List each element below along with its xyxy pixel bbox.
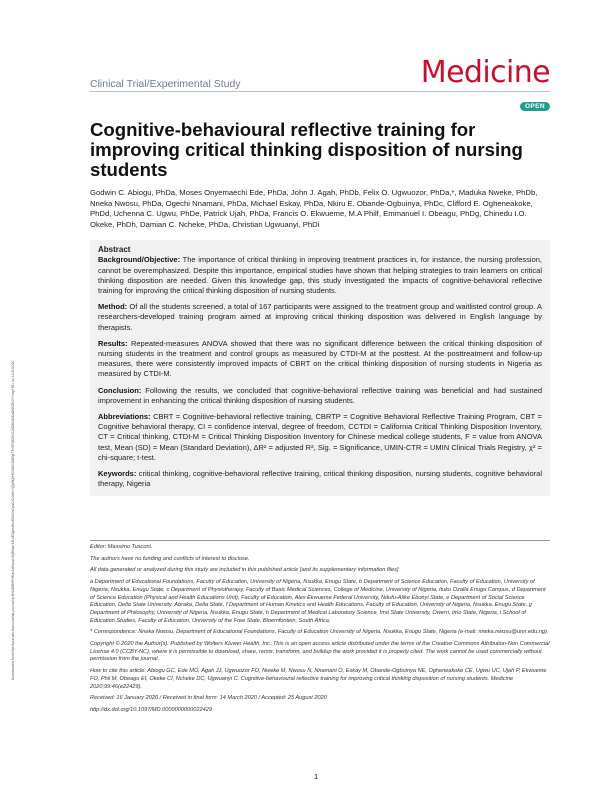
editor-note: Editor: Massimo Tusconi. — [90, 544, 153, 550]
abstract-box — [90, 240, 550, 496]
abstract-method — [98, 302, 542, 333]
abstract-results — [98, 339, 542, 380]
author-list: Godwin C. Abiogu, PhDa, Moses Onyemaechi Ede, PhDa, John J. Agah, PhDb, Felix O. Ugwuozor, PhDa,*, Maduka Nweke, PhDb, Nneka Nwosu, PhDa, Ogechi Nnamani, PhDa, Michael Eskay, PhDa, Nkiru E. Obande-Ogbuinya, PhDc, Clifford E. Ogheneakoke, PhDd, Uchenna C. Ugwu, PhDe, Patrick Ujah, PhDa, Francis O. Ekwueme, M.A Philf, Emmanuel I. Obeagu, PhDg, Chinedu I.O. Okeke, PhDh, Damian C. Ncheke, PhDa, Christian Ugwuanyi, PhDi — [90, 188, 538, 229]
copyright-note: Copyright © 2020 the Author(s). Published by Wolters Kluwer Health, Inc. This is an open access article distributed under the terms of the Creative Commons Attribution-Non Commercial License 4.0 (CCBY-NC), where it is permissible to download, share, remix, transform, and buildup the work provided it is properly cited. The work cannot be used commercially without permission from the journal. — [90, 641, 550, 663]
section-text: Of all the students screened, a total of 167 participants were assigned to the treatment group and waitlisted control group. A researchers-developed training program aimed at improving critical thinking disposition was delivered in English language by therapists. — [98, 302, 542, 332]
affiliations-note: a Department of Educational Foundations, Faculty of Education, University of Nigeria, Nsukka, Enugu State, b Department of Science Education, Faculty of Education, University of Nigeria, Nsukka, Enugu State, c Department of Physiotherapy, Faculty of Basic Medical Sciences, College of Medicine, University of Nigeria, Ituku Ozalla Enugu Campus, d Department of Science Education (Physical and Health Educations Unit), Faculty of Education, Alex Ekwueme Federal University, Ndufu-Alike Ebonyi State, e Department of Social Science Education, Delta State University, Abraka, Delta State, f Department of Human Kinetics and Health Educations, Faculty of Education, University of Nigeria, Nsukka, Enugu State, g Department of Philosophy, University of Nigeria, Nsukka, Enugu State, h Department of Medical Laboratory Science, Imo State University, Owerri, Imo State, Nigeria, i School of Education Studies, Faculty of Education, University of the Free State, Bloemfontein, South Africa. — [90, 579, 546, 624]
abstract-heading: Abstract — [98, 245, 131, 255]
data-availability-note: All data generated or analyzed during this study are included in this published article [and its supplementary information files] — [90, 567, 399, 574]
section-label: Keywords: — [98, 469, 137, 479]
doi-link[interactable]: http://dx.doi.org/10.1097/MD.0000000000022429 — [90, 706, 212, 713]
abstract-conclusion — [98, 386, 542, 406]
header-divider — [90, 91, 550, 92]
section-label: Method: — [98, 302, 128, 312]
correspondence-note: * Correspondence: Nneka Nwosu, Department of Educational Foundations, Faculty of Education University of Nigeria, Nsukka, Enugu State, Nigeria (e-mail: nneka.nwosu@unn.edu.ng). — [90, 629, 549, 636]
journal-header — [90, 55, 550, 110]
section-text: critical thinking, cognitive-behavioral reflective training, critical thinking disposition, nursing students, cognitive behavioral therapy, Nigeria — [98, 469, 542, 489]
conflict-note: The authors have no funding and conflicts of interest to disclose. — [90, 555, 250, 562]
page-number: 1 — [314, 772, 319, 781]
dates-note: Received: 16 January 2020 / Received in final form: 14 March 2020 / Accepted: 25 August 2020 — [90, 695, 327, 702]
citation-note: How to cite this article: Abiogu GC, Ede MO, Agah JJ, Ugwuozor FO, Nweke M, Nwosu N, Nnamani O, Eskay M, Obande-Ogbuinya NE, Ogheneakoke CE, Ugwu UC, Ujah P, Ekwueme FO, Phil M, Obeagu EI, Okeke CI, Ncheke DC, Ugwuanyi C. Cognitive-behavioural reflective training for improving critical thinking disposition of nursing students. Medicine 2020;99:46(e22429). — [90, 668, 547, 690]
section-text: CBRT = Cognitive-behavioral reflective training, CBRTP = Cognitive Behavioral Reflective Training Program, CBT = Cognitive behavioral therapy, CI = confidence interval, degree of freedom, CCTDI = California Critical Thinking Disposition Inventory, CT = Critical thinking, CTDI-M = Critical Thinking Disposition Inventory for Chinese medical college students, F = value from ANOVA test, Mean (SD) = Mean (Standard Deviation), ΔR² = adjusted R², Sig. = Significance, UMIN-CTR = UMIN Clinical Trials Registry, χ² = chi-square; t-test. — [98, 412, 542, 462]
download-note-text: Downloaded from http://journals.lww.com/md-journal by BhDMf5ePHKav1zEoum1tQfN4a+kJLhEZgbsIHo4XMi0hCywCX1AWnYQp/IlQrHD3i3D0OdRyi7TvSFl4Cf3VC4/OAVpDDa8KKGKV0Ymy+78= on 11/11/2020 — [11, 360, 15, 680]
open-access-badge: OPEN — [520, 102, 550, 111]
abstract-keywords — [98, 469, 542, 489]
section-text: Following the results, we concluded that cognitive-behavioral reflective training was beneficial and had sustained improvement in enhancing the critical thinking disposition of nursing students. — [98, 385, 542, 405]
abstract-abbreviations — [98, 412, 542, 463]
download-note-sidebar — [8, 250, 22, 680]
article-title: Cognitive-behavioural reflective training for improving critical thinking disposition of nursing students — [90, 119, 523, 180]
section-label: Background/Objective: — [98, 255, 181, 265]
section-text: The importance of critical thinking in improving treatment practices in, for instance, the nursing profession, cannot be overemphasized. Despite this importance, empirical studies have shown that helping strategies to train learners on critical thinking disposition are needed. Given this knowledge gap, this study investigated the impacts of cognitive-behavioral reflective training for improving the critical thinking disposition of nursing students. — [98, 255, 542, 295]
footnotes — [90, 540, 550, 719]
section-text: Repeated-measures ANOVA showed that there was no significant difference between the critical thinking disposition of nursing students in the treatment and control groups as measured by CTDI-M at the posttest. At the posttreatment and follow-up measures, there were consistently improved impacts of CBRT on the critical thinking disposition of nursing students in Nigeria as measured by CTDI-M. — [98, 338, 542, 379]
section-label: Abbreviations: — [98, 412, 151, 422]
section-label: Conclusion: — [98, 385, 142, 395]
article-category: Clinical Trial/Experimental Study — [90, 78, 241, 90]
abstract-background — [98, 255, 542, 296]
journal-logo: Medicine — [420, 55, 550, 90]
section-label: Results: — [98, 338, 128, 348]
article-page — [90, 55, 550, 496]
